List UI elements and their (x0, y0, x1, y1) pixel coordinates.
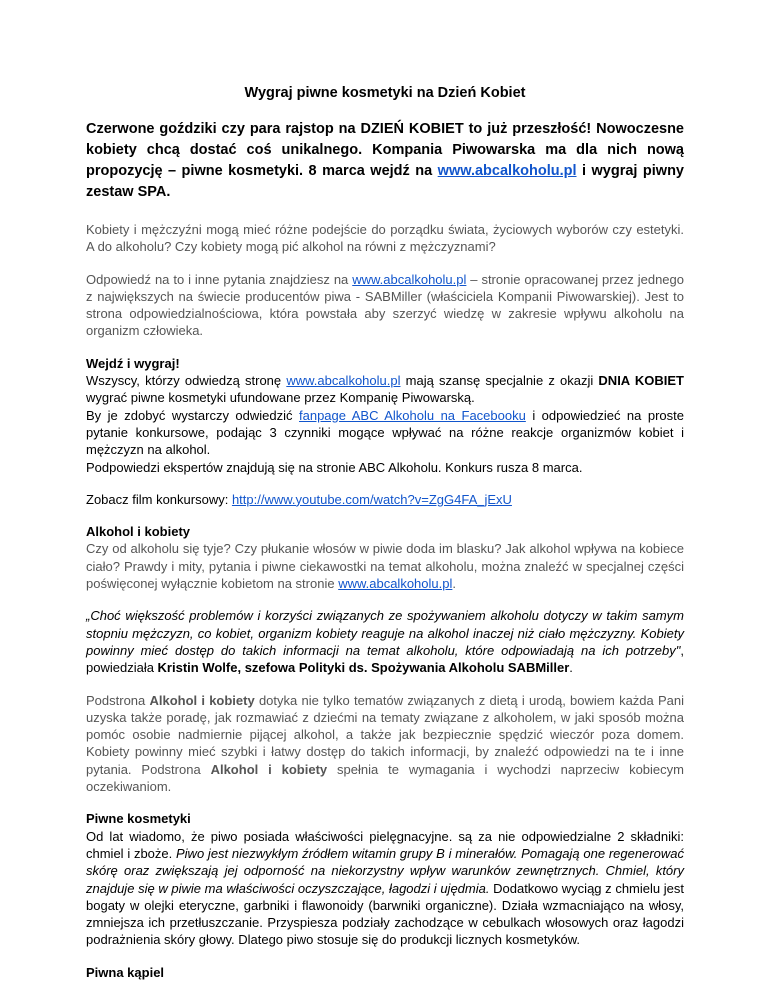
women-text-2: . (452, 576, 456, 592)
quote-author: Kristin Wolfe, szefowa Polityki ds. Spożywania Alkoholu SABMiller (157, 660, 570, 676)
contest-line-3: Podpowiedzi ekspertów znajdują się na stronie ABC Alkoholu. Konkurs rusza 8 marca. (86, 459, 583, 475)
contest-text-1a: Wszyscy, którzy odwiedzą stronę (86, 373, 287, 389)
answer-paragraph (86, 271, 684, 340)
subpage-paragraph (86, 692, 684, 796)
film-label: Zobacz film konkursowy: (86, 491, 232, 507)
cosmetics-heading: Piwne kosmetyki (86, 811, 191, 827)
contest-text-1b: mają szansę specjalnie z okazji (400, 373, 599, 389)
women-text-1: Czy od alkoholu się tyje? Czy płukanie włosów w piwie doda im blasku? Jak alkohol wpływa na kobiece ciało? Prawdy i mity, pytania i piwne ciekawostki na temat alkoholu, można znaleźć w specjalnej części poświęconej wyłącznie kobietom na stronie (86, 541, 684, 592)
facebook-fanpage-link[interactable]: fanpage ABC Alkoholu na Facebooku (299, 407, 526, 423)
lead-paragraph (86, 119, 684, 203)
contest-section (86, 355, 684, 476)
answer-text-2: – stronie opracowanej przez jednego z największych na świecie producentów piwa - SABMiller (właściciela Kompanii Piwowarskiej). Jest to strona odpowiedzialnościowa, która powstała aby szerzyć wiedzę w zakresie wpływu alkoholu na organizm człowieka. (86, 271, 684, 339)
intro-paragraph: Kobiety i mężczyźni mogą mieć różne podejście do porządku świata, życiowych wyborów czy estetyki. A do alkoholu? Czy kobiety mogą pić alkohol na równi z mężczyznami? (86, 222, 684, 255)
subpage-bold-1: Alkohol i kobiety (149, 692, 255, 708)
cosmetics-text-2: Dodatkowo wyciąg z chmielu jest bogaty w olejki eteryczne, garbniki i flawonoidy (barwniki organiczne). Działa wzmacniająco na włosy, zmniejsza ich przetłuszczanie. Przyspiesza podziały zachodzące w cebulkach włosowych oraz łagodzi podrażnienia skóry głowy. Dlatego piwo stosuje się do produkcji licznych kosmetyków. (86, 880, 684, 948)
contest-text-2a: By je zdobyć wystarczy odwiedzić (86, 407, 299, 423)
cosmetics-text-1: Od lat wiadomo, że piwo posiada właściwości pielęgnacyjne. są za nie odpowiedzialne 2 składniki: chmiel i zboże. (86, 828, 684, 861)
youtube-link[interactable]: http://www.youtube.com/watch?v=ZgG4FA_jExU (231, 491, 512, 507)
quote-text: „Choć większość problemów i korzyści związanych ze spożywaniem alkoholu dotyczy w takim samym stopniu mężczyzn, co kobiet, organizm kobiety reaguje na alkohol inaczej niż ciało mężczyzny. Kobiety powinny mieć dostęp do takich informacji na temat alkoholu, które odpowiadają na ich potrzeby" (86, 608, 684, 658)
cosmetics-section (86, 810, 684, 948)
abcalkoholu-link[interactable]: www.abcalkoholu.pl (352, 271, 467, 287)
cosmetics-italic: Piwo jest niezwykłym źródłem witamin grupy B i minerałów. Pomagają one regenerować skórę oraz zwiększają jej odporność na niekorzystny wpływ warunków zewnętrznych. Chmiel, który znajduje się w piwie ma właściwości oczyszczające, łagodzi i ujędmia. (86, 845, 684, 896)
contest-text-2b: i odpowiedzieć na proste pytanie konkursowe, podając 3 czynniki mogące wpływać na różne reakcje organizmów kobiet i mężczyzn na alkohol. (86, 407, 684, 458)
women-section (86, 523, 684, 592)
bath-heading: Piwna kąpiel (86, 964, 165, 980)
quote-said: , powiedziała (86, 642, 684, 676)
contest-line-2 (86, 407, 684, 459)
abcalkoholu-link[interactable]: www.abcalkoholu.pl (437, 163, 577, 179)
contest-heading: Wejdź i wygraj! (86, 355, 180, 371)
document-title: Wygraj piwne kosmetyki na Dzień Kobiet (244, 85, 526, 101)
abcalkoholu-link[interactable]: www.abcalkoholu.pl (286, 373, 401, 389)
subpage-text-3: spełnia te wymagania i wychodzi naprzeciw kobiecym oczekiwaniom. (86, 761, 684, 795)
quote-end: . (569, 660, 573, 676)
subpage-text-2: dotyka nie tylko tematów związanych z dietą i urodą, bowiem każda Pani uzyska także poradę, jak rozmawiać z dziećmi na tematy związane z alkoholem, w jaki sposób można pomóc osobie nadmiernie pijącej alkohol, a także jak bezpiecznie spędzić wieczór poza domem. Kobiety powinny mieć szybki i łatwy dostęp do takich informacji, by znaleźć odpowiedzi na te i inne pytania. Podstrona (86, 692, 684, 777)
lead-text-1: Czerwone goździki czy para rajstop na DZIEŃ KOBIET to już przeszłość! Nowoczesne kobiety chcą dostać coś unikalnego. Kompania Piwowarska ma dla nich nową propozycję – piwne kosmetyki. 8 marca wejdź na (86, 121, 684, 179)
subpage-bold-2: Alkohol i kobiety (210, 761, 328, 777)
subpage-text-1: Podstrona (86, 692, 150, 708)
quote-paragraph (86, 607, 684, 676)
abcalkoholu-link[interactable]: www.abcalkoholu.pl (338, 576, 453, 592)
answer-text-1: Odpowiedź na to i inne pytania znajdziesz na (86, 271, 353, 287)
film-paragraph (86, 491, 684, 508)
dnia-kobiet-text: DNIA KOBIET (598, 373, 684, 389)
lead-text-2: i wygraj piwny zestaw SPA. (86, 163, 684, 200)
contest-text-1c: wygrać piwne kosmetyki ufundowane przez Kompanię Piwowarską. (86, 390, 475, 406)
bath-section (86, 964, 684, 981)
women-heading: Alkohol i kobiety (86, 524, 191, 540)
